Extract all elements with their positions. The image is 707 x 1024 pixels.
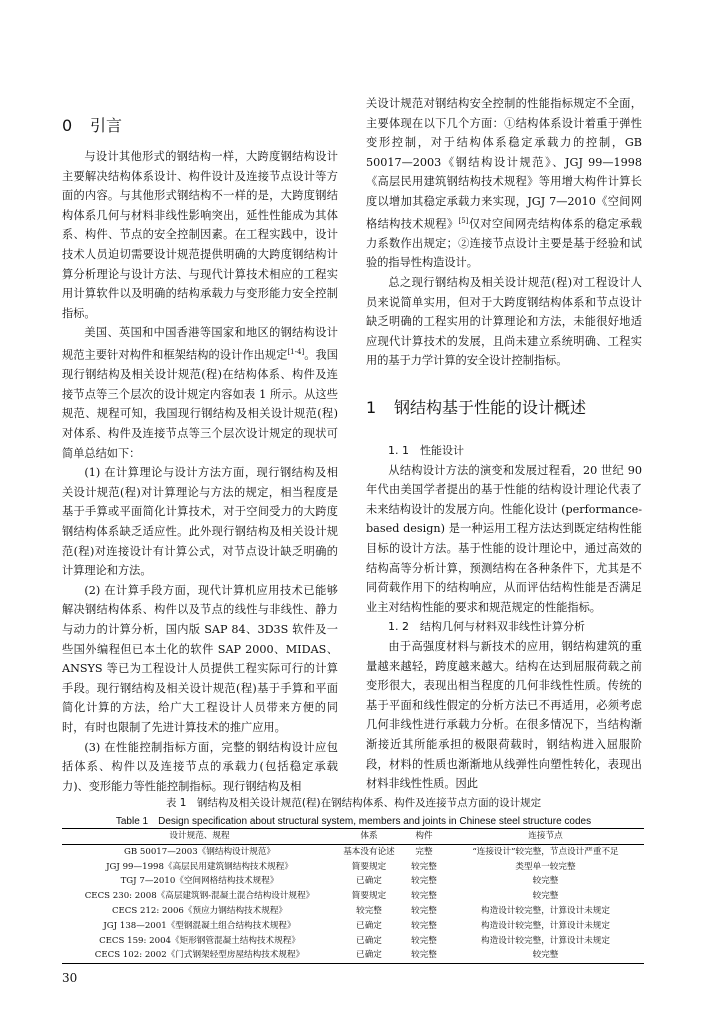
table-row	[62, 874, 644, 889]
page-number: 30	[62, 971, 78, 985]
section-heading-introduction	[62, 113, 122, 136]
table-cell: 已确定	[356, 920, 382, 931]
table-header-row	[62, 829, 644, 845]
table-cell: 构造设计较完整，计算设计未规定	[481, 920, 610, 931]
right-column	[366, 94, 642, 794]
table-caption: 表 1 钢结构及相关设计规范(程)在钢结构体系、构件及连接节点方面的设计规定	[165, 797, 542, 809]
table-cell: 较完整	[411, 950, 437, 961]
section-heading-performance-design	[366, 371, 642, 441]
table-caption-english: Table 1 Design specification about structural system, members and joints in Chinese steel structure codes	[115, 816, 592, 827]
table-cell: 较完整	[411, 935, 437, 946]
subsection-heading: 1. 1 性能设计	[388, 444, 464, 458]
table-cell: TGJ 7—2010《空间网格结构技术规程》	[120, 876, 279, 887]
table-cell: JGJ 138—2001《型钢混凝土组合结构技术规程》	[103, 920, 296, 931]
table-cell: GB 50017—2003《钢结构设计规范》	[123, 846, 276, 857]
table-cell: 简要规定	[351, 861, 387, 872]
table-cell: CECS 159: 2004《矩形钢管混凝土结构技术规程》	[99, 935, 300, 946]
table-cell: 较完整	[411, 891, 437, 902]
table-header-cell: 设计规范、规程	[169, 831, 230, 841]
paragraph: (3) 在性能控制指标方面，完整的钢结构设计应包括体系、构件以及连接节点的承载力(包括稳定承载力)、变形能力等性能控制指标。现行钢结构及相	[62, 740, 338, 793]
table-cell: 基本没有论述	[343, 846, 395, 857]
table-cell: 较完整	[411, 861, 437, 872]
table-cell: 构造设计较完整，计算设计未规定	[481, 905, 610, 916]
table-cell: CECS 102: 2002《门式钢架轻型房屋结构技术规程》	[94, 950, 305, 961]
section-number: 1	[366, 398, 377, 418]
table-cell: 已确定	[356, 935, 382, 946]
table-cell: 较完整	[356, 905, 382, 916]
table-cell: 较完整	[411, 920, 437, 931]
table-row	[62, 904, 644, 919]
table-row	[62, 948, 644, 963]
table-row	[62, 889, 644, 904]
table-header-cell: 连接节点	[528, 831, 563, 841]
table-cell: 简要规定	[351, 891, 387, 902]
table-cell: 较完整	[411, 905, 437, 916]
subsection-heading: 1. 2 结构几何与材料双非线性计算分析	[388, 620, 585, 634]
table-cell: 类型单一较完整	[515, 861, 576, 872]
codes-table	[62, 828, 644, 964]
table-cell: 已确定	[356, 950, 382, 961]
paragraph: (2) 在计算手段方面，现代计算机应用技术已能够解决钢结构体系、构件以及节点的线性与非线性、静力与动力的计算分析，国内版 SAP 84、3D3S 软件及一些国外编程但已本土化的软件 SAP 2000、MIDAS、ANSYS 等已为工程设计人员提供工程实际可行的计算手段。现行钢结构及相关设计规范(程)基于手算和平面简化计算的方法，给广大工程设计人员带来方便的同时，有时也限制了先进计算技术的推广应用。	[62, 583, 338, 734]
table-cell: 较完整	[532, 876, 559, 887]
table-header-cell: 构件	[415, 831, 433, 841]
table-cell: “连接设计”较完整，节点设计严重不足	[472, 846, 619, 857]
paragraph: 由于高强度材料与新技术的应用，钢结构建筑的重量越来越轻，跨度越来越大。结构在达到屈服荷载之前变形很大，表现出相当程度的几何非线性性质。传统的基于平面和线性假定的分析方法已不再适用，必须考虑几何非线性进行承载力分析。在很多情况下，当结构渐渐接近其所能承担的极限荷载时，钢结构进入屈服阶段，材料的性质也渐渐地从线弹性向塑性转化，表现出材料非线性性质。因此	[366, 639, 642, 791]
section-title: 钢结构基于性能的设计概述	[394, 398, 587, 418]
table-row	[62, 844, 644, 859]
table-cell: 构造设计较完整，计算设计未规定	[481, 935, 610, 946]
paragraph: 从结构设计方法的演变和发展过程看，20 世纪 90 年代由美国学者提出的基于性能的结构设计理论代表了未来结构设计的发展方向。性能化设计 (performance-based design) 是一种运用工程方法达到既定结构性能目标的设计方法。基于性能的设计理论中，通过高效的结构高等分析计算，预测结构在各种条件下，尤其是不同荷载作用下的结构响应，从而评估结构性能是否满足业主对结构性能的要求和规范规定的性能指标。	[366, 463, 642, 614]
table-cell: JGJ 99—1998《高层民用建筑钢结构技术规程》	[106, 861, 293, 872]
table-cell: CECS 230: 2008《高层建筑钢-混凝土混合结构设计规程》	[84, 891, 315, 902]
reference-marker: [1-4]	[287, 347, 305, 356]
table-cell: 完整	[415, 846, 433, 857]
paragraph: (1) 在计算理论与设计方法方面，现行钢结构及相关设计规范(程)对计算理论与方法的规定，相当程度是基于手算或平面简化计算技术，对于空间受力的大跨度钢结构体系缺乏适应性。此外现行钢结构及相关设计规范(程)对连接设计有计算公式，对节点设计缺乏明确的计算理论和方法。	[62, 466, 338, 578]
table-row	[62, 860, 644, 875]
table-cell: 较完整	[411, 876, 437, 887]
section-title: 引言	[90, 116, 123, 135]
paragraph: 美国、英国和中国香港等国家和地区的钢结构设计规范主要针对构件和框架结构的设计作出规定[1-4]。我国现行钢结构及相关设计规范(程)在结构体系、构件及连接节点等三个层次的设计规定内容如表 1 所示。从这些规范、规程可知，我国现行钢结构及相关设计规范(程)对体系、构件及连接节点等三个层次设计规定的现状可简单总结如下：	[62, 326, 338, 460]
table-cell: 已确定	[356, 876, 382, 887]
paragraph: 关设计规范对钢结构安全控制的性能指标规定不全面，主要体现在以下几个方面：①结构体系设计着重于弹性变形控制，对于结构体系稳定承载力的控制，GB 50017—2003《钢结构设计规范》、JGJ 99—1998《高层民用建筑钢结构技术规程》等用增大构件计算长度以增加其稳定承载力来实现，JGJ 7—2010《空间网格结构技术规程》[5]仅对空间网壳结构体系的稳定承载力系数作出规定；②连接节点设计主要是基于经验和试验的指导性构造设计。	[366, 97, 642, 270]
paragraph: 与设计其他形式的钢结构一样，大跨度钢结构设计主要解决结构体系设计、构件设计及连接节点设计等方面的内容。与其他形式钢结构不一样的是，大跨度钢结构体系几何与材料非线性影响突出，延性性能成为其体系、构件、节点的安全控制因素。在工程实践中，设计技术人员迫切需要设计规范提供明确的大跨度钢结构计算分析理论与设计方法、与现代计算技术相应的工程实用计算软件以及明确的结构承载力与变形能力安全控制指标。	[62, 150, 338, 320]
reference-marker: [5]	[458, 216, 469, 225]
section-number: 0	[62, 116, 73, 135]
paragraph: 总之现行钢结构及相关设计规范(程)对工程设计人员来说简单实用，但对于大跨度钢结构体系和节点设计缺乏明确的工程实用的计算理论和方法，未能很好地适应现代计算技术的发展，且尚未建立系统明确、工程实用的基于力学计算的安全设计控制指标。	[366, 276, 642, 368]
left-column	[62, 147, 338, 796]
table-row	[62, 934, 644, 949]
table-header-cell: 体系	[360, 831, 378, 841]
table-row	[62, 919, 644, 934]
table-cell: 较完整	[532, 950, 559, 961]
table-cell: 较完整	[532, 891, 559, 902]
table-cell: CECS 212: 2006《预应力钢结构技术规程》	[111, 905, 288, 916]
